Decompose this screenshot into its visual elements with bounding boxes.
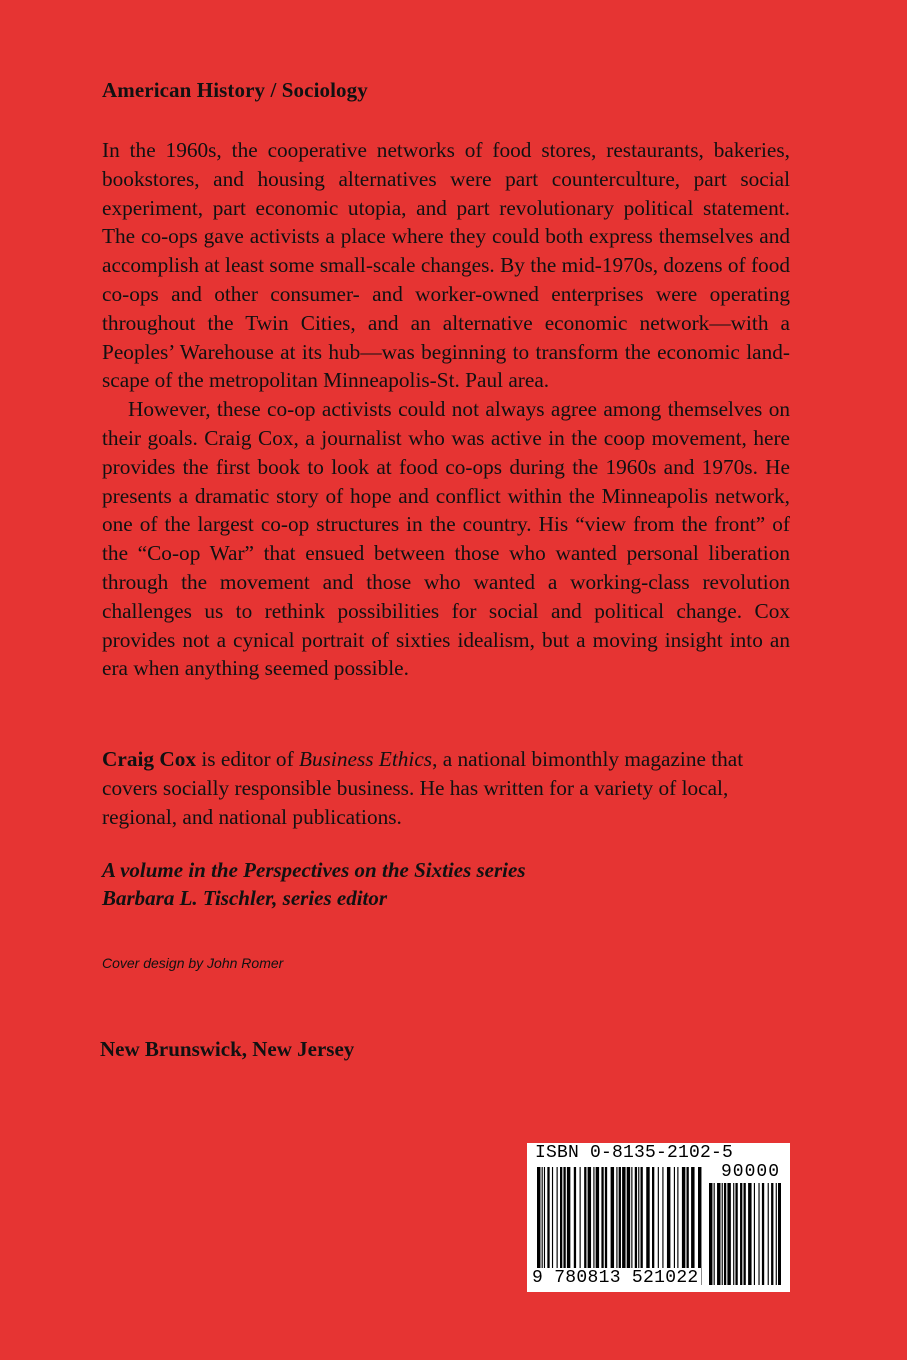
publisher-place: New Brunswick, New Jersey (100, 1037, 355, 1061)
barcode-bar (754, 1183, 755, 1285)
barcode-bar (771, 1183, 773, 1285)
barcode-bar (714, 1183, 715, 1285)
series-info (102, 856, 526, 912)
description-paragraph-1: In the 1960s, the cooperative networks of food stores, restaurants, bakeries, bookstores, and housing alternatives were part counterculture, part social experiment, part economic utopia, and part revolutionary political statement. The co-ops gave activists a place where they could both express themselves and accomplish at least some small-scale changes. By the mid-1970s, dozens of food co-ops and other consumer- and worker-owned enterprises were operating throughout the Twin Cities, and an alternative economic network—with a Peoples’ Warehouse at its hub—was beginning to transform the economic landscape of the metropolitan Minneapolis-St. Paul area. (102, 138, 790, 393)
barcode-bar (727, 1183, 730, 1285)
addon-barcode-icon (709, 1183, 781, 1285)
barcode-bar (724, 1183, 726, 1285)
author-bio (102, 745, 790, 831)
book-description (102, 136, 790, 683)
description-paragraph-2: However, these co-op activists could not always agree among themselves on their goals. Craig Cox, a journalist who was active in the coop movement, here provides the first book to look at food co-ops during the 1960s and 1970s. He presents a dramatic story of hope and conflict within the Minneapolis network, one of the largest co-op structures in the country. His “view from the front” of the “Co-op War” that ensued between those who wanted personal liberation through the movement and those who wanted a working-class revolution challenges us to rethink possibilities for social and political change. Cox provides not a cynical portrait of sixties idealism, but a moving insight into an era when anything seemed possible. (102, 397, 790, 681)
cover-credit: Cover design by John Romer (102, 955, 284, 971)
barcode-bar (758, 1183, 759, 1285)
price-code-text: 90000 (720, 1162, 780, 1182)
barcode-panel (527, 1143, 790, 1292)
barcode-bar (768, 1183, 769, 1285)
barcode-bar (744, 1183, 746, 1285)
ean-number-text: 9 780813 521022 (532, 1268, 699, 1288)
author-bio-text-1: is editor of (196, 747, 299, 771)
barcode-bar (776, 1183, 777, 1285)
barcode-bar (733, 1183, 734, 1285)
series-title-line: A volume in the Perspectives on the Sixties series (102, 858, 526, 882)
barcode-bar (778, 1183, 781, 1285)
barcode-bar (740, 1183, 742, 1285)
barcode-bar (762, 1183, 764, 1285)
category-heading: American History / Sociology (102, 78, 368, 102)
series-editor-line: Barbara L. Tischler, series editor (102, 886, 388, 910)
barcode-bar (748, 1183, 751, 1285)
isbn-text: ISBN 0-8135-2102-5 (535, 1143, 734, 1163)
barcode-bar (722, 1183, 723, 1285)
barcode-bar (709, 1183, 712, 1285)
author-bio-text-2: , a national bimonthly magazine that covers socially responsible business. He has written for a variety of local, regional, and national publications. (102, 747, 744, 829)
barcode-bar (735, 1183, 737, 1285)
magazine-title: Business Ethics (298, 747, 433, 771)
author-name: Craig Cox (102, 747, 197, 771)
barcode-bar (717, 1183, 720, 1285)
